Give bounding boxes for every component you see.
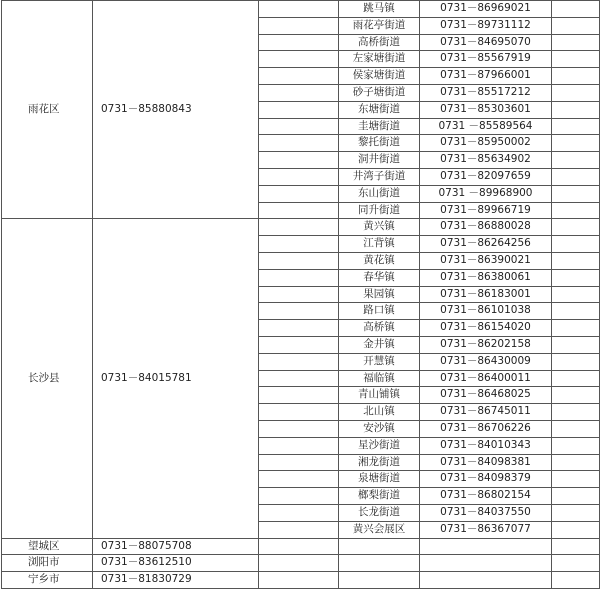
street-name-cell: 左家塘街道 bbox=[339, 51, 420, 68]
street-phone-cell: 0731－85567919 bbox=[420, 51, 552, 68]
street-name-cell: 湘龙街道 bbox=[339, 454, 420, 471]
street-phone-cell: 0731－86390021 bbox=[420, 252, 552, 269]
spacer-cell bbox=[259, 488, 339, 505]
street-name-cell: 路口镇 bbox=[339, 303, 420, 320]
street-name-cell: 星沙街道 bbox=[339, 437, 420, 454]
street-phone-cell: 0731 －85589564 bbox=[420, 118, 552, 135]
street-name-cell: 江背镇 bbox=[339, 236, 420, 253]
spacer-cell bbox=[259, 68, 339, 85]
spacer-cell bbox=[259, 320, 339, 337]
table-row bbox=[2, 555, 600, 572]
street-phone-cell: 0731－84098379 bbox=[420, 471, 552, 488]
trailing-empty-cell bbox=[552, 538, 600, 555]
spacer-cell bbox=[259, 51, 339, 68]
street-name-cell: 榔梨街道 bbox=[339, 488, 420, 505]
street-phone-cell: 0731－86154020 bbox=[420, 320, 552, 337]
street-name-cell bbox=[339, 538, 420, 555]
trailing-empty-cell bbox=[552, 454, 600, 471]
district-name-cell: 长沙县 bbox=[2, 219, 93, 538]
street-phone-cell: 0731－86367077 bbox=[420, 521, 552, 538]
spacer-cell bbox=[259, 101, 339, 118]
street-name-cell: 泉塘街道 bbox=[339, 471, 420, 488]
trailing-empty-cell bbox=[552, 404, 600, 421]
spacer-cell bbox=[259, 252, 339, 269]
street-phone-cell bbox=[420, 572, 552, 589]
district-name-cell: 望城区 bbox=[2, 538, 93, 555]
trailing-empty-cell bbox=[552, 17, 600, 34]
spacer-cell bbox=[259, 236, 339, 253]
street-name-cell: 洞井街道 bbox=[339, 152, 420, 169]
street-name-cell: 东山街道 bbox=[339, 185, 420, 202]
street-phone-cell: 0731－85950002 bbox=[420, 135, 552, 152]
trailing-empty-cell bbox=[552, 420, 600, 437]
street-name-cell: 东塘街道 bbox=[339, 101, 420, 118]
spacer-cell bbox=[259, 353, 339, 370]
street-name-cell: 圭塘街道 bbox=[339, 118, 420, 135]
trailing-empty-cell bbox=[552, 68, 600, 85]
street-phone-cell: 0731－89966719 bbox=[420, 202, 552, 219]
spacer-cell bbox=[259, 572, 339, 589]
district-name-cell: 雨花区 bbox=[2, 1, 93, 219]
trailing-empty-cell bbox=[552, 504, 600, 521]
street-name-cell: 青山铺镇 bbox=[339, 387, 420, 404]
street-name-cell: 福临镇 bbox=[339, 370, 420, 387]
trailing-empty-cell bbox=[552, 320, 600, 337]
street-phone-cell: 0731 －89968900 bbox=[420, 185, 552, 202]
spacer-cell bbox=[259, 84, 339, 101]
street-name-cell: 跳马镇 bbox=[339, 1, 420, 18]
street-name-cell: 开慧镇 bbox=[339, 353, 420, 370]
street-phone-cell: 0731－86400011 bbox=[420, 370, 552, 387]
street-phone-cell: 0731－86745011 bbox=[420, 404, 552, 421]
spacer-cell bbox=[259, 336, 339, 353]
spacer-cell bbox=[259, 118, 339, 135]
street-name-cell: 高桥街道 bbox=[339, 34, 420, 51]
spacer-cell bbox=[259, 538, 339, 555]
street-phone-cell: 0731－84010343 bbox=[420, 437, 552, 454]
spacer-cell bbox=[259, 437, 339, 454]
spacer-cell bbox=[259, 404, 339, 421]
street-phone-cell: 0731－85303601 bbox=[420, 101, 552, 118]
street-phone-cell: 0731－85634902 bbox=[420, 152, 552, 169]
spacer-cell bbox=[259, 168, 339, 185]
spacer-cell bbox=[259, 454, 339, 471]
table-row bbox=[2, 572, 600, 589]
table-row bbox=[2, 219, 600, 236]
trailing-empty-cell bbox=[552, 1, 600, 18]
street-name-cell: 安沙镇 bbox=[339, 420, 420, 437]
spacer-cell bbox=[259, 135, 339, 152]
trailing-empty-cell bbox=[552, 101, 600, 118]
street-name-cell bbox=[339, 555, 420, 572]
trailing-empty-cell bbox=[552, 219, 600, 236]
spacer-cell bbox=[259, 370, 339, 387]
street-phone-cell: 0731－86802154 bbox=[420, 488, 552, 505]
street-name-cell: 长龙街道 bbox=[339, 504, 420, 521]
spacer-cell bbox=[259, 521, 339, 538]
trailing-empty-cell bbox=[552, 34, 600, 51]
trailing-empty-cell bbox=[552, 471, 600, 488]
street-phone-cell: 0731－84695070 bbox=[420, 34, 552, 51]
trailing-empty-cell bbox=[552, 252, 600, 269]
spacer-cell bbox=[259, 34, 339, 51]
spacer-cell bbox=[259, 219, 339, 236]
trailing-empty-cell bbox=[552, 521, 600, 538]
street-name-cell: 黄兴会展区 bbox=[339, 521, 420, 538]
spacer-cell bbox=[259, 202, 339, 219]
street-name-cell: 侯家塘街道 bbox=[339, 68, 420, 85]
street-name-cell: 井湾子街道 bbox=[339, 168, 420, 185]
street-phone-cell: 0731－84098381 bbox=[420, 454, 552, 471]
trailing-empty-cell bbox=[552, 286, 600, 303]
street-name-cell: 北山镇 bbox=[339, 404, 420, 421]
street-name-cell: 果园镇 bbox=[339, 286, 420, 303]
street-name-cell: 砂子塘街道 bbox=[339, 84, 420, 101]
spacer-cell bbox=[259, 471, 339, 488]
spacer-cell bbox=[259, 303, 339, 320]
trailing-empty-cell bbox=[552, 185, 600, 202]
trailing-empty-cell bbox=[552, 387, 600, 404]
street-phone-cell: 0731－87966001 bbox=[420, 68, 552, 85]
street-phone-cell: 0731－86202158 bbox=[420, 336, 552, 353]
spacer-cell bbox=[259, 269, 339, 286]
district-name-cell: 宁乡市 bbox=[2, 572, 93, 589]
trailing-empty-cell bbox=[552, 152, 600, 169]
street-phone-cell: 0731－86706226 bbox=[420, 420, 552, 437]
spacer-cell bbox=[259, 286, 339, 303]
district-phone-cell: 0731－85880843 bbox=[93, 1, 259, 219]
table-body bbox=[2, 1, 600, 589]
district-name-cell: 浏阳市 bbox=[2, 555, 93, 572]
table-row bbox=[2, 1, 600, 18]
street-phone-cell: 0731－86380061 bbox=[420, 269, 552, 286]
spacer-cell bbox=[259, 185, 339, 202]
trailing-empty-cell bbox=[552, 236, 600, 253]
trailing-empty-cell bbox=[552, 202, 600, 219]
street-phone-cell: 0731－86101038 bbox=[420, 303, 552, 320]
street-phone-cell: 0731－85517212 bbox=[420, 84, 552, 101]
spacer-cell bbox=[259, 504, 339, 521]
trailing-empty-cell bbox=[552, 135, 600, 152]
district-phone-table bbox=[1, 0, 600, 589]
trailing-empty-cell bbox=[552, 555, 600, 572]
street-phone-cell: 0731－86430009 bbox=[420, 353, 552, 370]
trailing-empty-cell bbox=[552, 51, 600, 68]
street-name-cell: 黎托街道 bbox=[339, 135, 420, 152]
street-name-cell: 黄花镇 bbox=[339, 252, 420, 269]
trailing-empty-cell bbox=[552, 168, 600, 185]
street-name-cell: 黄兴镇 bbox=[339, 219, 420, 236]
street-name-cell: 春华镇 bbox=[339, 269, 420, 286]
trailing-empty-cell bbox=[552, 437, 600, 454]
street-phone-cell bbox=[420, 538, 552, 555]
street-phone-cell: 0731－84037550 bbox=[420, 504, 552, 521]
street-phone-cell: 0731－89731112 bbox=[420, 17, 552, 34]
spacer-cell bbox=[259, 17, 339, 34]
district-phone-cell: 0731－88075708 bbox=[93, 538, 259, 555]
spacer-cell bbox=[259, 555, 339, 572]
trailing-empty-cell bbox=[552, 84, 600, 101]
street-name-cell: 高桥镇 bbox=[339, 320, 420, 337]
street-phone-cell bbox=[420, 555, 552, 572]
trailing-empty-cell bbox=[552, 336, 600, 353]
spacer-cell bbox=[259, 420, 339, 437]
trailing-empty-cell bbox=[552, 353, 600, 370]
trailing-empty-cell bbox=[552, 303, 600, 320]
spacer-cell bbox=[259, 152, 339, 169]
district-phone-cell: 0731－84015781 bbox=[93, 219, 259, 538]
trailing-empty-cell bbox=[552, 269, 600, 286]
trailing-empty-cell bbox=[552, 370, 600, 387]
street-name-cell bbox=[339, 572, 420, 589]
district-phone-cell: 0731－81830729 bbox=[93, 572, 259, 589]
street-phone-cell: 0731－86264256 bbox=[420, 236, 552, 253]
street-phone-cell: 0731－86183001 bbox=[420, 286, 552, 303]
trailing-empty-cell bbox=[552, 118, 600, 135]
table-row bbox=[2, 538, 600, 555]
street-phone-cell: 0731－86880028 bbox=[420, 219, 552, 236]
street-phone-cell: 0731－86969021 bbox=[420, 1, 552, 18]
district-phone-cell: 0731－83612510 bbox=[93, 555, 259, 572]
spacer-cell bbox=[259, 1, 339, 18]
street-name-cell: 金井镇 bbox=[339, 336, 420, 353]
spacer-cell bbox=[259, 387, 339, 404]
street-name-cell: 雨花亭街道 bbox=[339, 17, 420, 34]
trailing-empty-cell bbox=[552, 572, 600, 589]
street-phone-cell: 0731－82097659 bbox=[420, 168, 552, 185]
trailing-empty-cell bbox=[552, 488, 600, 505]
street-name-cell: 同升街道 bbox=[339, 202, 420, 219]
street-phone-cell: 0731－86468025 bbox=[420, 387, 552, 404]
